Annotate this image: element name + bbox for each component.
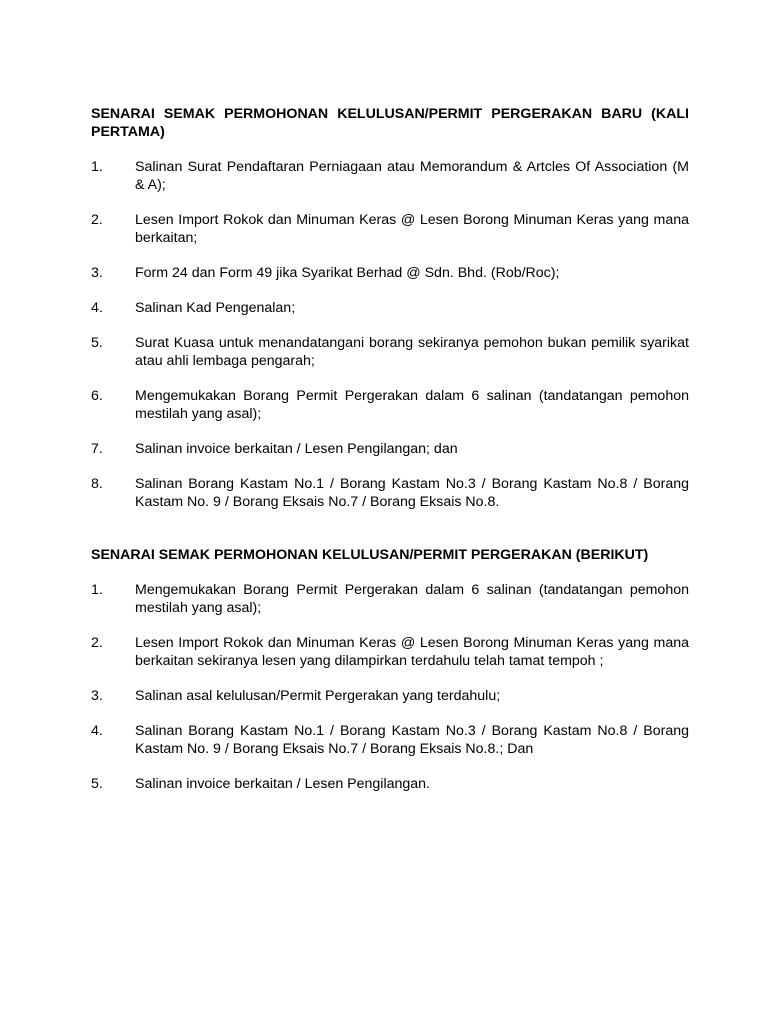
- item-number: 6.: [91, 388, 103, 404]
- item-text: Salinan invoice berkaitan / Lesen Pengilangan.: [135, 776, 430, 792]
- document-page: [91, 105, 689, 793]
- item-text: Salinan Surat Pendaftaran Perniagaan atau Memorandum & Artcles Of Association (M & A);: [135, 159, 689, 193]
- item-number: 7.: [91, 441, 103, 457]
- item-number: 5.: [91, 776, 103, 792]
- list-item: [91, 634, 689, 670]
- item-text: Salinan Kad Pengenalan;: [135, 300, 296, 316]
- list-item: [91, 264, 689, 282]
- item-text: Surat Kuasa untuk menandatangani borang sekiranya pemohon bukan pemilik syarikat atau ahli lembaga pengarah;: [135, 335, 689, 369]
- list-item: [91, 687, 689, 705]
- item-number: 4.: [91, 300, 103, 316]
- item-text: Mengemukakan Borang Permit Pergerakan dalam 6 salinan (tandatangan pemohon mestilah yang asal);: [135, 582, 689, 616]
- list-item: [91, 775, 689, 793]
- list-item: [91, 211, 689, 247]
- list-item: [91, 440, 689, 458]
- list-item: [91, 299, 689, 317]
- section-heading-new-permit: SENARAI SEMAK PERMOHONAN KELULUSAN/PERMIT PERGERAKAN BARU (KALI PERTAMA): [91, 106, 689, 140]
- item-text: Lesen Import Rokok dan Minuman Keras @ Lesen Borong Minuman Keras yang mana berkaitan sekiranya lesen yang dilampirkan terdahulu telah tamat tempoh ;: [135, 635, 689, 669]
- item-text: Salinan invoice berkaitan / Lesen Pengilangan; dan: [135, 441, 458, 457]
- list-item: [91, 387, 689, 423]
- item-text: Salinan Borang Kastam No.1 / Borang Kastam No.3 / Borang Kastam No.8 / Borang Kastam No. 9 / Borang Eksais No.7 / Borang Eksais No.8.; Dan: [135, 723, 689, 757]
- checklist-new-permit: [91, 158, 689, 511]
- checklist-subsequent-permit: [91, 581, 689, 793]
- item-number: 4.: [91, 723, 103, 739]
- item-number: 3.: [91, 265, 103, 281]
- list-item: [91, 475, 689, 511]
- item-number: 5.: [91, 335, 103, 351]
- item-text: Form 24 dan Form 49 jika Syarikat Berhad @ Sdn. Bhd. (Rob/Roc);: [135, 265, 560, 281]
- item-number: 1.: [91, 582, 103, 598]
- item-number: 2.: [91, 212, 103, 228]
- item-number: 8.: [91, 476, 103, 492]
- list-item: [91, 158, 689, 194]
- item-number: 3.: [91, 688, 103, 704]
- item-text: Lesen Import Rokok dan Minuman Keras @ Lesen Borong Minuman Keras yang mana berkaitan;: [135, 212, 689, 246]
- item-text: Salinan Borang Kastam No.1 / Borang Kastam No.3 / Borang Kastam No.8 / Borang Kastam No. 9 / Borang Eksais No.7 / Borang Eksais No.8.: [135, 476, 689, 510]
- list-item: [91, 334, 689, 370]
- list-item: [91, 722, 689, 758]
- item-text: Mengemukakan Borang Permit Pergerakan dalam 6 salinan (tandatangan pemohon mestilah yang asal);: [135, 388, 689, 422]
- item-text: Salinan asal kelulusan/Permit Pergerakan yang terdahulu;: [135, 688, 501, 704]
- list-item: [91, 581, 689, 617]
- item-number: 2.: [91, 635, 103, 651]
- section-heading-subsequent-permit: SENARAI SEMAK PERMOHONAN KELULUSAN/PERMIT PERGERAKAN (BERIKUT): [91, 547, 649, 563]
- item-number: 1.: [91, 159, 103, 175]
